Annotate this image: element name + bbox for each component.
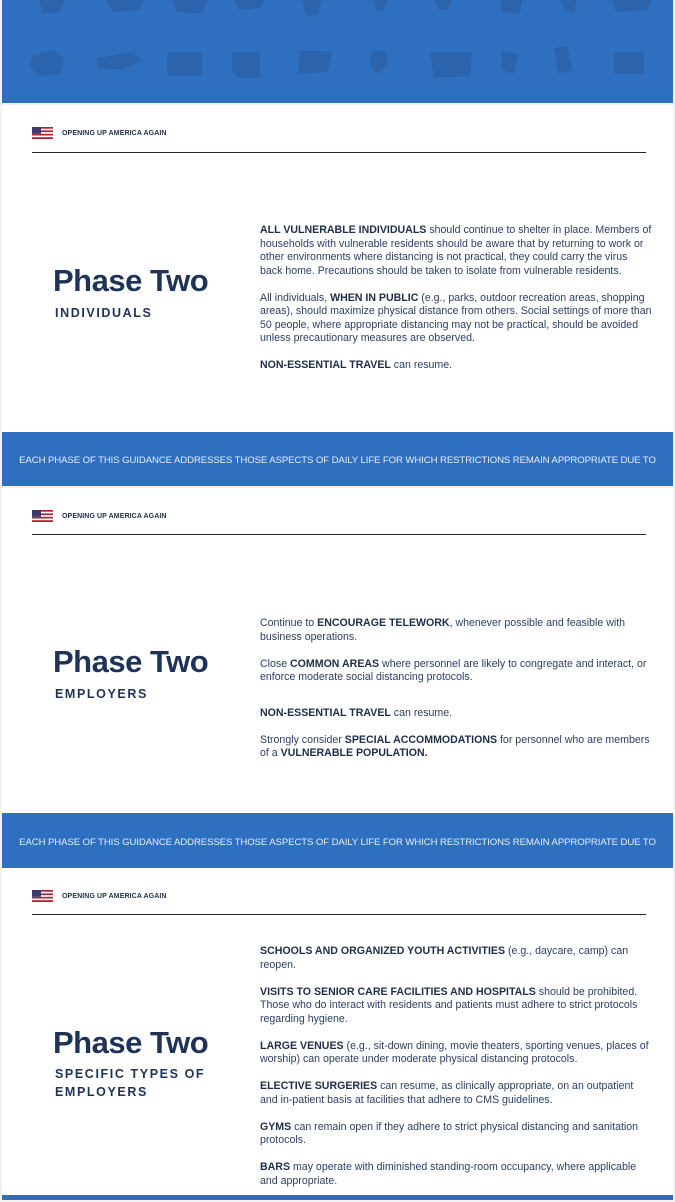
- phase-title: Phase Two: [53, 1025, 209, 1060]
- header-rule: [32, 534, 646, 535]
- guidance-body: [260, 945, 652, 1202]
- header-rule: [32, 152, 646, 153]
- us-flag-icon: [32, 127, 53, 139]
- us-flag-icon: [32, 510, 53, 522]
- phase-subtitle: [55, 1065, 205, 1101]
- phase-subtitle: EMPLOYERS: [55, 687, 148, 701]
- footer-band-edge: [2, 1195, 673, 1200]
- paragraph: NON-ESSENTIAL TRAVEL can resume.: [260, 359, 453, 371]
- guidance-body: [260, 617, 652, 774]
- footer-band: EACH PHASE OF THIS GUIDANCE ADDRESSES THOSE ASPECTS OF DAILY LIFE FOR WHICH RESTRICTIONS REMAIN APPROPRIATE DUE TO: [2, 813, 673, 868]
- subtitle-line: EMPLOYERS: [55, 1085, 148, 1099]
- state-silhouettes-pattern: [2, 0, 673, 103]
- footer-band: EACH PHASE OF THIS GUIDANCE ADDRESSES THOSE ASPECTS OF DAILY LIFE FOR WHICH RESTRICTIONS REMAIN APPROPRIATE DUE TO: [2, 432, 673, 486]
- header-label: OPENING UP AMERICA AGAIN: [62, 893, 167, 900]
- top-banner: [2, 0, 673, 103]
- guidance-body: [260, 224, 652, 386]
- paragraph: VISITS TO SENIOR CARE FACILITIES AND HOSPITALS should be prohibited. Those who do interact with residents and patients must adhere to strict protocols regarding hygiene.: [260, 985, 638, 1025]
- paragraph: SCHOOLS AND ORGANIZED YOUTH ACTIVITIES (e.g., daycare, camp) can reopen.: [260, 945, 629, 971]
- page-employers: [2, 488, 673, 813]
- paragraph: GYMS can remain open if they adhere to strict physical distancing and sanitation protocols.: [260, 1120, 639, 1146]
- paragraph: NON-ESSENTIAL TRAVEL can resume.: [260, 706, 453, 719]
- paragraph: Close COMMON AREAS where personnel are likely to congregate and interact, or enforce moderate social distancing protocols.: [260, 657, 647, 683]
- header-label: OPENING UP AMERICA AGAIN: [62, 130, 167, 137]
- page-specific-employers: [2, 868, 673, 1195]
- page-individuals: [2, 105, 673, 432]
- paragraph: Strongly consider SPECIAL ACCOMMODATIONS for personnel who are members of a VULNERABLE POPULATION.: [260, 733, 650, 759]
- subtitle-line: SPECIFIC TYPES OF: [55, 1067, 206, 1081]
- us-flag-icon: [32, 890, 53, 902]
- paragraph: ELECTIVE SURGERIES can resume, as clinically appropriate, on an outpatient and in-patient basis at facilities that adhere to CMS guidelines.: [260, 1080, 634, 1106]
- paragraph: All individuals, WHEN IN PUBLIC (e.g., parks, outdoor recreation areas, shopping areas), should maximize physical distance from others. Social settings of more than 50 people, where appropriate distancing may not be practical, should be avoided unless precautionary measures are observed.: [260, 291, 652, 344]
- phase-title: Phase Two: [53, 263, 209, 298]
- header-label: OPENING UP AMERICA AGAIN: [62, 513, 167, 520]
- paragraph: BARS may operate with diminished standing-room occupancy, where applicable and appropriate.: [260, 1161, 637, 1187]
- phase-subtitle: INDIVIDUALS: [55, 306, 153, 320]
- phase-title: Phase Two: [53, 644, 209, 679]
- paragraph: ALL VULNERABLE INDIVIDUALS should continue to shelter in place. Members of households with vulnerable residents should be aware that by returning to work or other environments where distancing is not practical, they could carry the virus back home. Precautions should be taken to isolate from vulnerable residents.: [260, 224, 652, 277]
- header-rule: [32, 914, 646, 915]
- paragraph: LARGE VENUES (e.g., sit-down dining, movie theaters, sporting venues, places of worship) can operate under moderate physical distancing protocols.: [260, 1039, 649, 1065]
- paragraph: Continue to ENCOURAGE TELEWORK, whenever possible and feasible with business operations.: [260, 617, 626, 643]
